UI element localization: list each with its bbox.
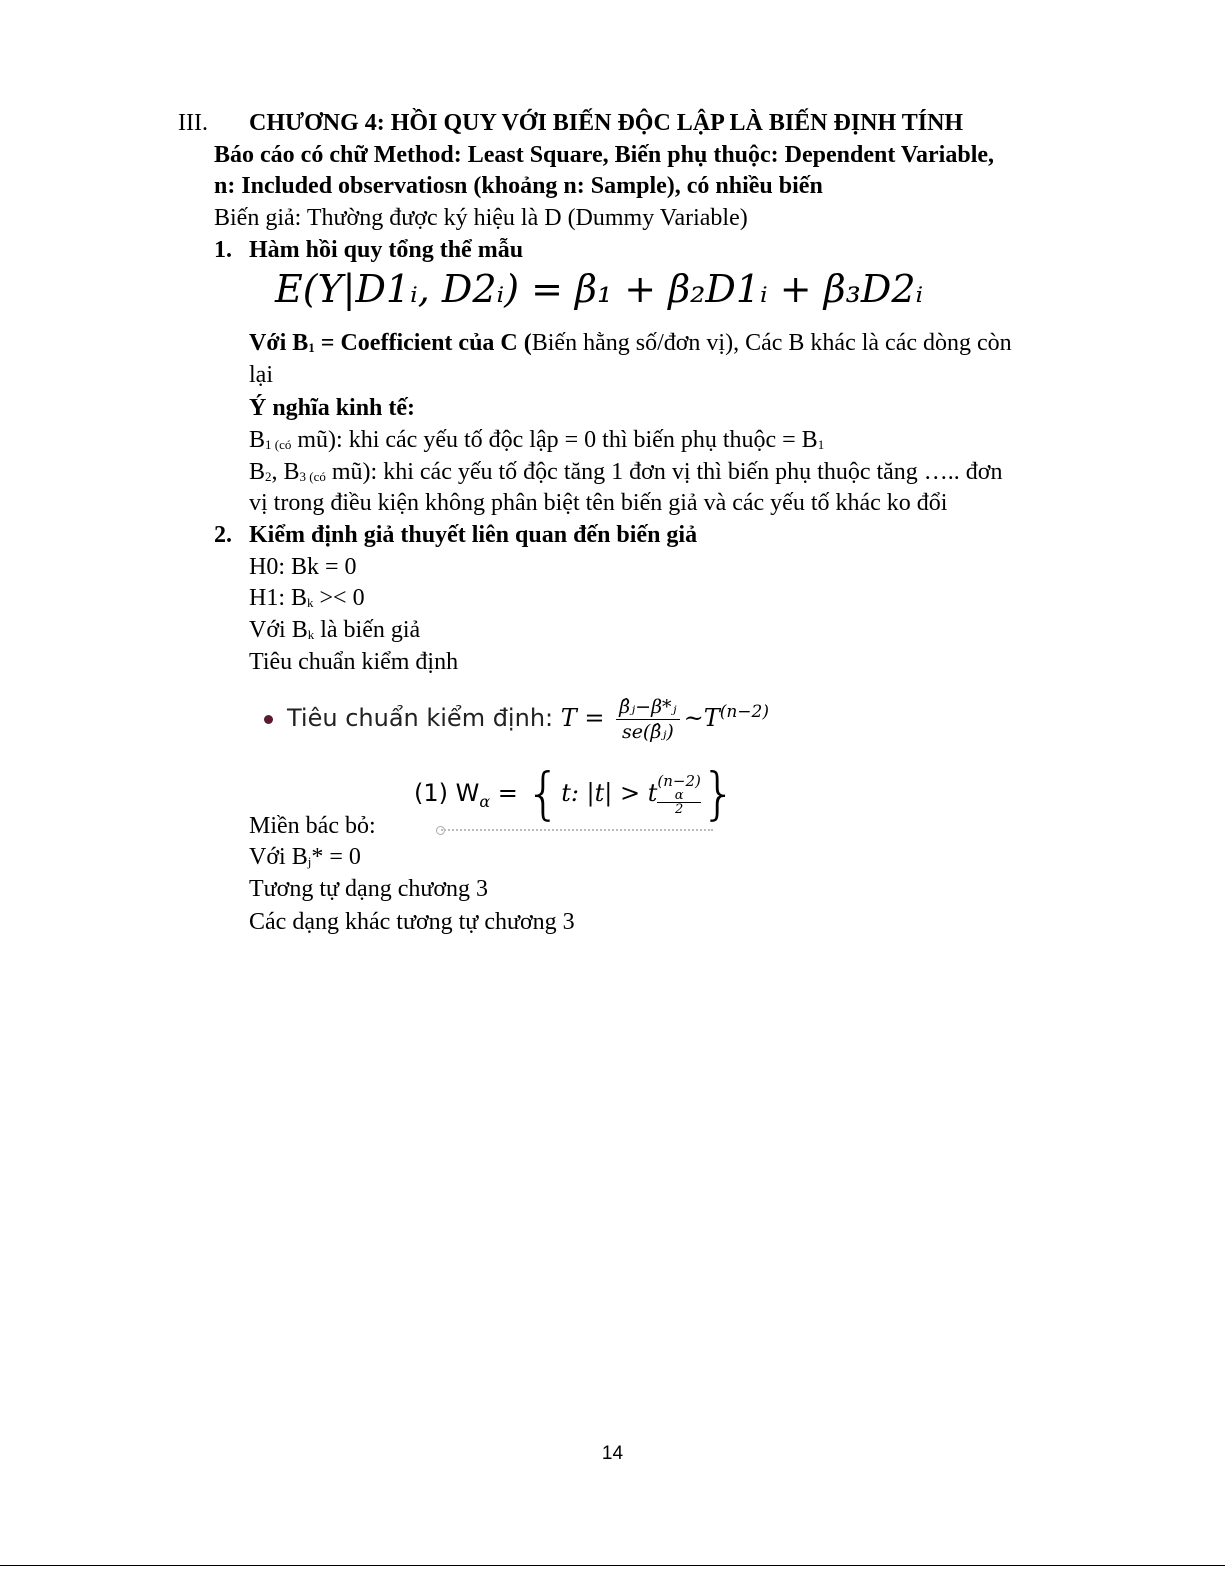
heading-title: CHƯƠNG 4: HỒI QUY VỚI BIẾN ĐỘC LẬP LÀ BIẾN ĐỊNH TÍNH: [249, 110, 964, 136]
heading-numeral: III.: [178, 110, 208, 136]
rejection-region-formula: (1) $W_\alpha = \{t$: |t| > t (n−2) α 2 }: [414, 761, 737, 827]
chapter-heading: [178, 108, 964, 138]
coefficient-line-cont: lại: [249, 362, 273, 388]
test-criterion-label: Tiêu chuẩn kiểm định: [249, 649, 459, 675]
t-fraction: $\frac{\text{β̂ⱼ−β*ⱼ}}{\text{se(β̂ⱼ)}}$: [616, 696, 679, 743]
rejection-region-label: Miền bác bỏ:: [249, 813, 376, 839]
section-1-number: 1.: [214, 237, 232, 263]
similar-chapter-3-line: Tương tự dạng chương 3: [249, 876, 489, 902]
intro-line-3: Biến giả: Thường được ký hiệu là D (Dummy Variable): [214, 205, 748, 231]
test-statistic-formula: Tiêu chuẩn kiểm định: T = $\frac{\text{β̂ⱼ−β*ⱼ}}{\text{se(β̂ⱼ)}}$ $\sim T^{(n-2)}$: [264, 684, 769, 746]
h0-line: H0: Bk = 0: [249, 554, 357, 580]
bj-zero-line: Với $B_j* = 0$: [249, 844, 361, 870]
page-number: 14: [601, 1443, 624, 1464]
section-2-number: 2.: [214, 522, 232, 548]
page-bottom-rule: [0, 1565, 1225, 1566]
intro-line-2: n: Included observatiosn (khoảng n: Sample), có nhiều biến: [214, 173, 823, 199]
economic-meaning-title: Ý nghĩa kinh tế:: [249, 395, 416, 421]
regression-formula: E(Y|D1ᵢ, D2ᵢ) = β₁ + β₂D1ᵢ + β₃D2ᵢ: [275, 267, 924, 311]
h1-line: H1: $B_k >< 0$: [249, 585, 365, 611]
other-forms-line: Các dạng khác tương tự chương 3: [249, 909, 575, 935]
section-2-title: Kiểm định giả thuyết liên quan đến biến giả: [249, 522, 698, 548]
image-dotted-border: [441, 829, 713, 831]
b1-meaning: $B_{1 (có}$ mũ): khi các yếu tố độc lập = 0 thì biến phụ thuộc = $B_1$: [249, 427, 825, 453]
coefficient-line: Với $B_1$ = Coefficient của C (Biến hằng số/đơn vị), Các B khác là các dòng còn: [249, 330, 1012, 356]
section-2-heading: [214, 520, 698, 550]
b2-b3-meaning: $B_2$, $B_{3 (có}$ mũ): khi các yếu tố độc tăng 1 đơn vị thì biến phụ thuộc tăng ….. đơn: [249, 459, 1003, 485]
intro-line-1: Báo cáo có chữ Method: Least Square, Biến phụ thuộc: Dependent Variable,: [214, 142, 995, 168]
section-1-title: Hàm hồi quy tổng thể mẫu: [249, 237, 524, 263]
b2-b3-meaning-cont: vị trong điều kiện không phân biệt tên biến giả và các yếu tố khác ko đổi: [249, 490, 948, 516]
section-1-heading: [214, 235, 524, 265]
bullet-icon: [264, 715, 273, 724]
bk-dummy-line: Với $B_k$ là biến giả: [249, 617, 421, 643]
